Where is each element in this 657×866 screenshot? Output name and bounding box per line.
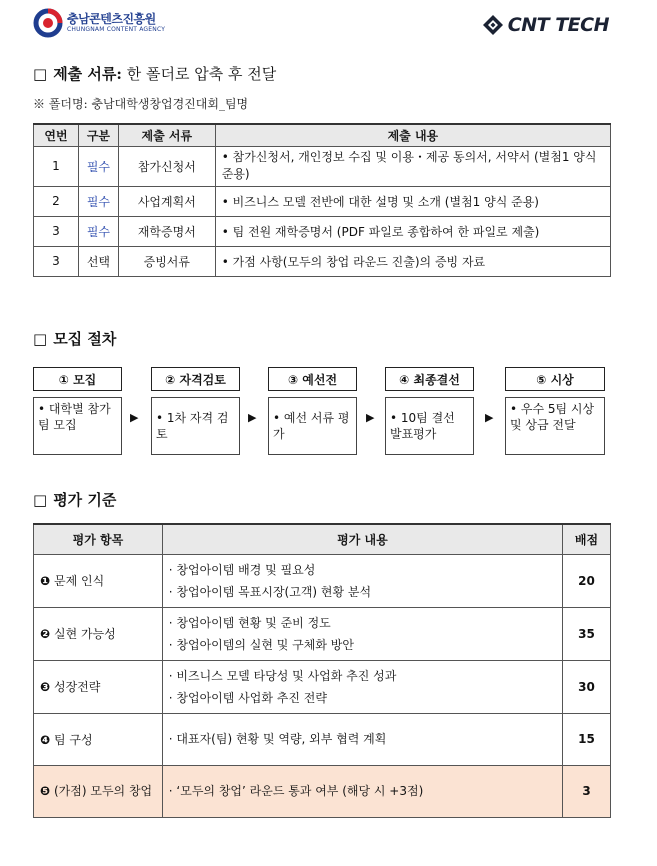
step-description: • 우수 5팀 시상 및 상금 전달 xyxy=(505,397,605,455)
criteria-content: · 비즈니스 모델 타당성 및 사업화 추진 성과 · 창업아이템 사업화 추진 전략 xyxy=(162,660,562,713)
table-row xyxy=(34,607,611,660)
step-title: ① 모집 xyxy=(33,367,122,391)
number-badge-icon: ❺ xyxy=(40,784,51,798)
step-title: ⑤ 시상 xyxy=(505,367,605,391)
step-description: • 1차 자격 검토 xyxy=(151,397,240,455)
criteria-item: ❸ 성장전략 xyxy=(34,660,163,713)
org-logo xyxy=(33,8,165,38)
table-row xyxy=(34,146,611,186)
folder-name-note: ※ 폴더명: 충남대학생창업경진대회_팀명 xyxy=(33,97,249,111)
criteria-section-title: □ 평가 기준 xyxy=(33,491,117,509)
step-title: ④ 최종결선 xyxy=(385,367,474,391)
org-name-ko: 충남콘텐츠진흥원 xyxy=(67,12,156,26)
row-document: 사업계획서 xyxy=(118,186,215,216)
square-bullet-icon: □ xyxy=(33,65,48,83)
org-name-en: CHUNGNAM CONTENT AGENCY xyxy=(67,26,166,33)
number-badge-icon: ❹ xyxy=(40,732,51,747)
step-description: • 대학별 참가팀 모집 xyxy=(33,397,122,455)
row-number: 2 xyxy=(34,186,79,216)
criteria-score: 20 xyxy=(563,554,611,607)
square-bullet-icon: □ xyxy=(33,491,48,509)
criteria-content: · ‘모두의 창업’ 라운드 통과 여부 (해당 시 +3점) xyxy=(162,765,562,817)
row-content: • 참가신청서, 개인정보 수집 및 이용・제공 동의서, 서약서 (별첨1 양식 준용) xyxy=(215,146,610,186)
step-description: • 10팀 결선 발표평가 xyxy=(385,397,474,455)
row-content: • 팀 전원 재학증명서 (PDF 파일로 종합하여 한 파일로 제출) xyxy=(215,216,610,246)
right-arrow-icon: ▶ xyxy=(366,411,375,424)
criteria-item: ❷ 실현 가능성 xyxy=(34,607,163,660)
step-title: ② 자격검토 xyxy=(151,367,240,391)
partner-name: CNT TECH xyxy=(507,14,609,36)
criteria-item: ❶ 문제 인식 xyxy=(34,554,163,607)
criteria-item: ❹ 팀 구성 xyxy=(34,713,163,765)
table-row xyxy=(34,246,611,276)
column-header: 연번 xyxy=(34,124,79,146)
column-header: 배점 xyxy=(563,524,611,554)
row-number: 3 xyxy=(34,216,79,246)
number-badge-icon: ❸ xyxy=(40,680,51,694)
procedure-step xyxy=(505,367,605,455)
partner-logo xyxy=(482,12,609,38)
square-bullet-icon: □ xyxy=(33,330,48,348)
submission-section-title: □ 제출 서류: 한 폴더로 압축 후 전달 xyxy=(33,65,277,83)
number-badge-icon: ❷ xyxy=(40,627,51,641)
step-description: • 예선 서류 평가 xyxy=(268,397,357,455)
procedure-step xyxy=(151,367,240,455)
table-row xyxy=(34,554,611,607)
row-kind: 필수 xyxy=(78,216,118,246)
column-header: 제출 내용 xyxy=(215,124,610,146)
criteria-score: 3 xyxy=(563,765,611,817)
row-document: 참가신청서 xyxy=(118,146,215,186)
procedure-step xyxy=(385,367,474,455)
table-row xyxy=(34,186,611,216)
criteria-table xyxy=(33,523,611,818)
row-content: • 가점 사항(모두의 창업 라운드 진출)의 증빙 자료 xyxy=(215,246,610,276)
right-arrow-icon: ▶ xyxy=(485,411,494,424)
criteria-content: · 창업아이템 현황 및 준비 정도 · 창업아이템의 실현 및 구체화 방안 xyxy=(162,607,562,660)
table-header-row xyxy=(34,124,611,146)
number-badge-icon: ❶ xyxy=(40,574,51,588)
criteria-content: · 창업아이템 배경 및 필요성 · 창업아이템 목표시장(고객) 현황 분석 xyxy=(162,554,562,607)
criteria-score: 30 xyxy=(563,660,611,713)
step-title: ③ 예선전 xyxy=(268,367,357,391)
column-header: 제출 서류 xyxy=(118,124,215,146)
criteria-item: ❺ (가점) 모두의 창업 xyxy=(34,765,163,817)
procedure-flow xyxy=(33,367,611,457)
submission-table xyxy=(33,123,611,277)
table-row-bonus xyxy=(34,765,611,817)
column-header: 구분 xyxy=(78,124,118,146)
criteria-content: · 대표자(팀) 현황 및 역량, 외부 협력 계획 xyxy=(162,713,562,765)
row-kind: 선택 xyxy=(78,246,118,276)
right-arrow-icon: ▶ xyxy=(130,411,139,424)
criteria-score: 15 xyxy=(563,713,611,765)
org-logo-mark-icon xyxy=(33,8,63,38)
table-row xyxy=(34,660,611,713)
table-row xyxy=(34,713,611,765)
row-document: 재학증명서 xyxy=(118,216,215,246)
procedure-section-title: □ 모집 절차 xyxy=(33,330,117,348)
right-arrow-icon: ▶ xyxy=(248,411,257,424)
procedure-step xyxy=(268,367,357,455)
row-number: 3 xyxy=(34,246,79,276)
column-header: 평가 내용 xyxy=(162,524,562,554)
table-row xyxy=(34,216,611,246)
table-header-row xyxy=(34,524,611,554)
criteria-score: 35 xyxy=(563,607,611,660)
row-document: 증빙서류 xyxy=(118,246,215,276)
diamond-logo-icon xyxy=(482,14,504,36)
row-kind: 필수 xyxy=(78,146,118,186)
row-content: • 비즈니스 모델 전반에 대한 설명 및 소개 (별첨1 양식 준용) xyxy=(215,186,610,216)
row-number: 1 xyxy=(34,146,79,186)
procedure-step xyxy=(33,367,122,455)
column-header: 평가 항목 xyxy=(34,524,163,554)
page-header xyxy=(0,0,657,50)
row-kind: 필수 xyxy=(78,186,118,216)
